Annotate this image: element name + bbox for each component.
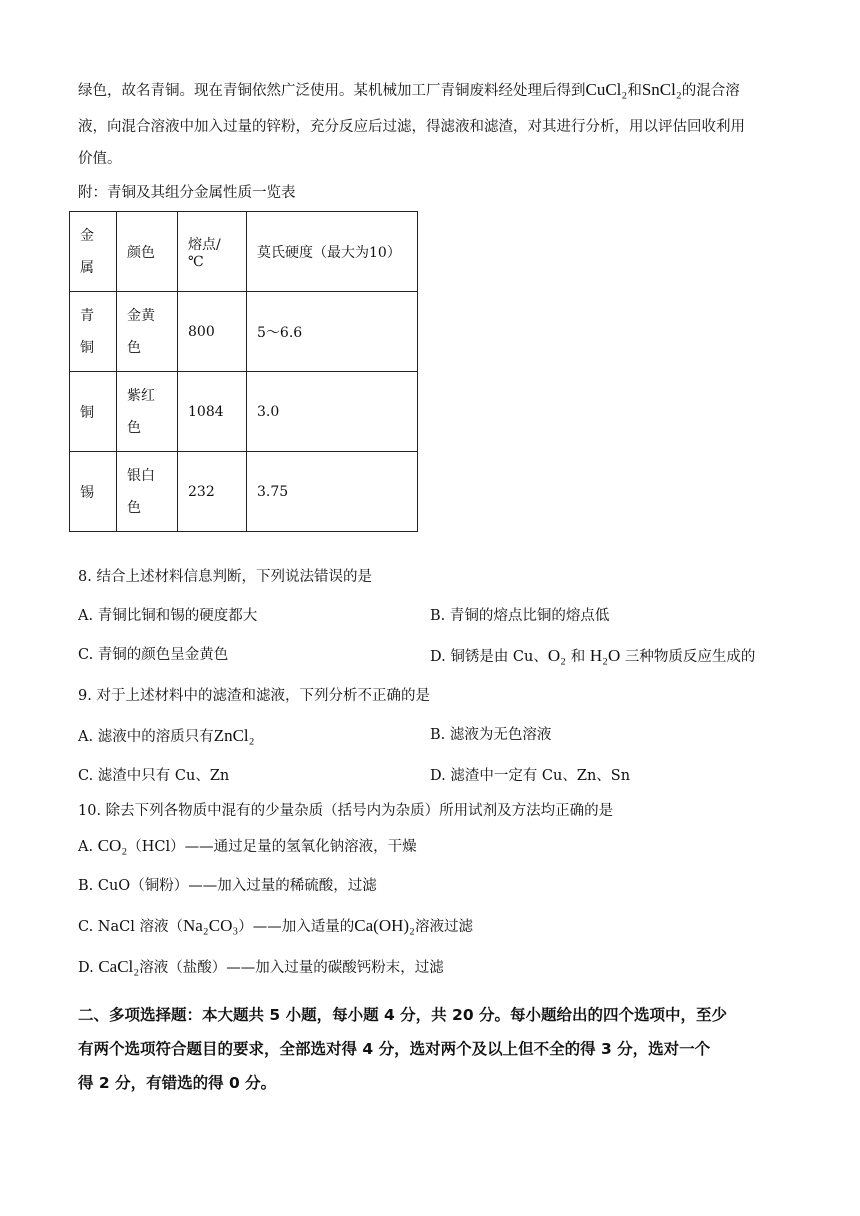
cell-hardness: 5～6.6 <box>247 292 418 372</box>
cell-color: 金黄 色 <box>117 292 178 372</box>
table-row <box>70 292 418 372</box>
formula-cacl2: CaCl₂ <box>98 957 140 976</box>
cell-melting-point: 1084 <box>178 372 247 452</box>
intro-line-2: 液，向混合溶液中加入过量的锌粉，充分反应后过滤，得滤液和滤渣，对其进行分析，用以评估回收利用 <box>78 119 745 135</box>
metal-properties-table <box>69 211 418 532</box>
cell-melting-point: 232 <box>178 452 247 532</box>
option-9d[interactable]: D. 滤渣中一定有 Cu、Zn、Sn <box>430 768 631 784</box>
option-8a[interactable]: A. 青铜比铜和锡的硬度都大 <box>78 608 258 624</box>
table-row <box>70 372 418 452</box>
formula-co2: CO₂ <box>97 836 128 855</box>
header-metal: 金 属 <box>70 212 117 292</box>
intro-line-3: 价值。 <box>78 151 122 167</box>
formula-cucl2: CuCl₂ <box>585 80 628 99</box>
option-10b[interactable]: B. CuO（铜粉）——加入过量的稀硫酸，过滤 <box>78 878 377 894</box>
cell-melting-point: 800 <box>178 292 247 372</box>
table-header-row <box>70 212 418 292</box>
cell-hardness: 3.0 <box>247 372 418 452</box>
option-9b[interactable]: B. 滤液为无色溶液 <box>430 727 552 743</box>
question-9 <box>78 677 788 796</box>
question-9-stem: 9. 对于上述材料中的滤渣和滤液，下列分析不正确的是 <box>78 688 430 704</box>
option-9a[interactable]: A. 滤液中的溶质只有ZnCl₂ <box>78 726 255 745</box>
section-2-heading: 二、多项选择题：本大题共 5 小题，每小题 4 分，共 20 分。每小题给出的四个选项中，至少 有两个选项符合题目的要求，全部选对得 4 分，选对两个及以上但不全的得 3 分，选对一个 得 2 分，有错选的得 0 分。 <box>78 1006 728 1092</box>
question-10-stem: 10. 除去下列各物质中混有的少量杂质（括号内为杂质）所用试剂及方法均正确的是 <box>78 803 614 819</box>
header-melting-point: 熔点/℃ <box>178 212 247 292</box>
option-9c[interactable]: C. 滤渣中只有 Cu、Zn <box>78 768 230 784</box>
header-color: 颜色 <box>117 212 178 292</box>
cell-metal: 铜 <box>70 372 117 452</box>
question-8 <box>78 558 788 677</box>
intro-line-1: 绿色，故名青铜。现在青铜依然广泛使用。某机械加工厂青铜废料经处理后得到CuCl₂和SnCl₂的混合溶 <box>78 80 740 99</box>
option-8b[interactable]: B. 青铜的熔点比铜的熔点低 <box>430 608 610 624</box>
option-10d[interactable]: D. CaCl₂溶液（盐酸）——加入过量的碳酸钙粉末，过滤 <box>78 957 444 976</box>
intro-paragraph <box>78 72 788 173</box>
formula-zncl2: ZnCl₂ <box>213 726 255 745</box>
cell-color: 银白 色 <box>117 452 178 532</box>
option-8c[interactable]: C. 青铜的颜色呈金黄色 <box>78 647 229 663</box>
formula-caoh2: Ca(OH)₂ <box>354 916 415 935</box>
header-hardness: 莫氏硬度（最大为10） <box>247 212 418 292</box>
option-8d[interactable]: D. 铜锈是由 Cu、O₂ 和 H₂O 三种物质反应生成的 <box>430 646 756 665</box>
question-10 <box>78 796 788 988</box>
cell-metal: 锡 <box>70 452 117 532</box>
table-row <box>70 452 418 532</box>
formula-h2o: H₂O <box>589 646 621 665</box>
option-10c[interactable]: C. NaCl 溶液（Na₂CO₃）——加入适量的Ca(OH)₂溶液过滤 <box>78 916 473 935</box>
cell-metal: 青 铜 <box>70 292 117 372</box>
question-8-stem: 8. 结合上述材料信息判断，下列说法错误的是 <box>78 569 372 585</box>
formula-na2co3: Na₂CO₃ <box>182 916 239 935</box>
cell-color: 紫红 色 <box>117 372 178 452</box>
cell-hardness: 3.75 <box>247 452 418 532</box>
formula-o2: O₂ <box>547 646 567 665</box>
table-caption: 附：青铜及其组分金属性质一览表 <box>78 185 296 201</box>
option-10a[interactable]: A. CO₂（HCl）——通过足量的氢氧化钠溶液，干燥 <box>78 836 417 855</box>
formula-sncl2: SnCl₂ <box>641 80 682 99</box>
document-page <box>78 72 788 1100</box>
